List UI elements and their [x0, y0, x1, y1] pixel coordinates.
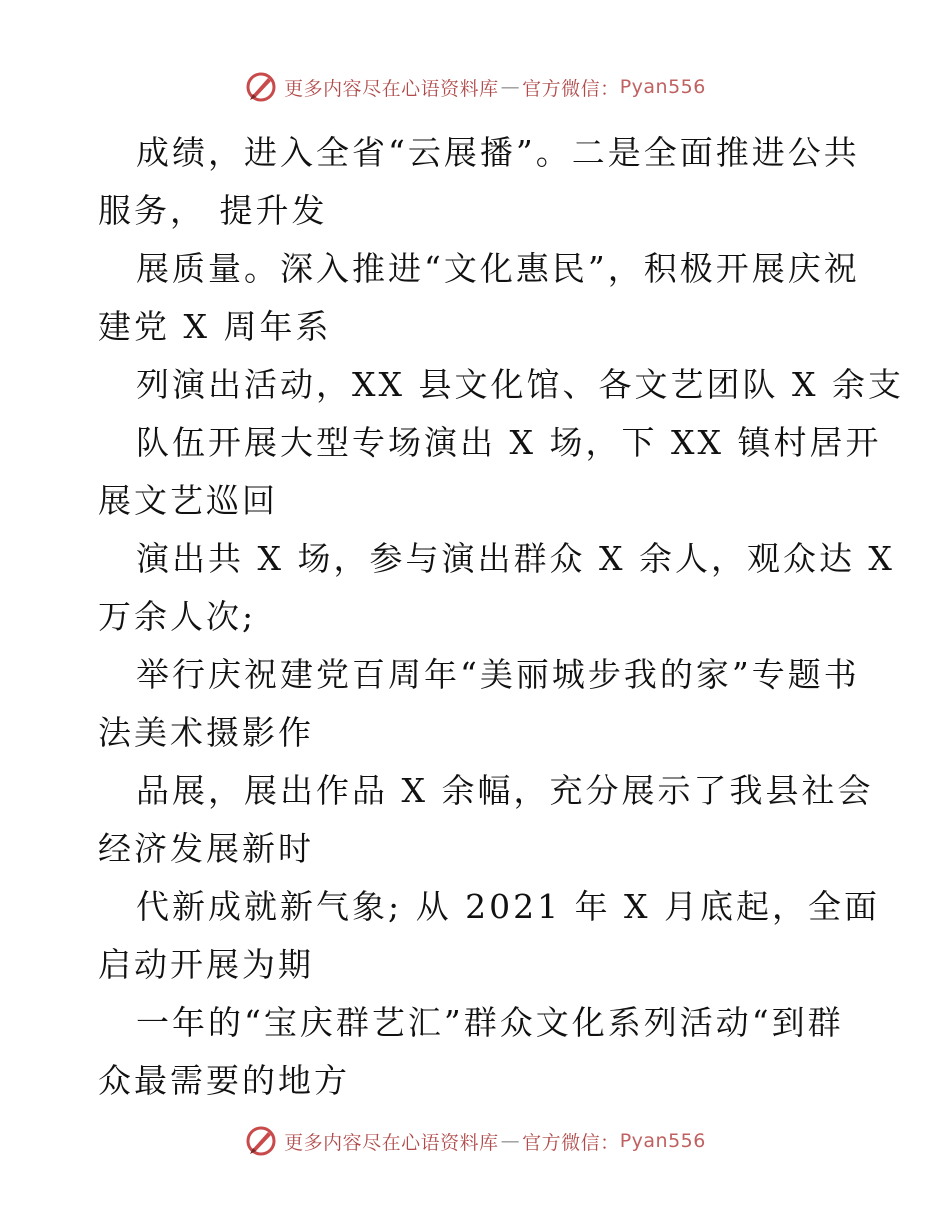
paragraph: [98, 124, 858, 240]
text-line: 展文艺巡回: [98, 481, 278, 520]
text-line: 经济发展新时: [98, 829, 314, 868]
watermark-wechat-label: 官方微信：: [522, 1131, 620, 1154]
footer-watermark: [0, 1124, 950, 1158]
watermark-text: 更多内容尽在心语资料库: [284, 77, 499, 100]
watermark-wechat-id: Pyan556: [619, 76, 706, 98]
watermark-wechat-label: 官方微信：: [522, 77, 620, 100]
text-line: 万余人次;: [98, 597, 257, 636]
paragraph: [98, 994, 858, 1110]
text-line: 一年的“宝庆群艺汇”群众文化系列活动“到群: [136, 1003, 844, 1042]
text-line: 成绩，进入全省“云展播”。二是全面推进公共: [136, 133, 860, 172]
text-line: 队伍开展大型专场演出 X 场，下 XX 镇村居开: [136, 423, 882, 462]
paragraph: [98, 646, 858, 762]
text-line: 众最需要的地方: [98, 1061, 350, 1100]
text-line: 列演出活动，XX 县文化馆、各文艺团队 X 余支: [136, 365, 904, 404]
text-line: 展质量。深入推进“文化惠民”，积极开展庆祝: [136, 249, 860, 288]
document-body: [98, 124, 904, 1110]
pen-logo-icon: [244, 1124, 278, 1158]
text-line: 代新成就新气象; 从 2021 年 X 月底起，全面: [136, 887, 881, 926]
paragraph: [98, 878, 881, 994]
text-line: 演出共 X 场，参与演出群众 X 余人，观众达 X: [136, 539, 895, 578]
paragraph: [98, 762, 874, 878]
paragraph: [98, 414, 882, 530]
watermark-dash: —: [500, 1130, 521, 1152]
text-line: 启动开展为期: [98, 945, 314, 984]
pen-logo-icon: [244, 70, 278, 104]
paragraph: [98, 356, 904, 414]
text-line: 服务， 提升发: [98, 191, 328, 230]
header-watermark: [0, 70, 950, 104]
paragraph: [98, 240, 858, 356]
text-line: 品展，展出作品 X 余幅，充分展示了我县社会: [136, 771, 874, 810]
watermark-dash: —: [500, 76, 521, 98]
text-line: 法美术摄影作: [98, 713, 314, 752]
text-line: 建党 X 周年系: [98, 307, 332, 346]
watermark-wechat-id: Pyan556: [619, 1130, 706, 1152]
watermark-text: 更多内容尽在心语资料库: [284, 1131, 499, 1154]
text-line: 举行庆祝建党百周年“美丽城步我的家”专题书: [136, 655, 860, 694]
paragraph: [98, 530, 895, 646]
